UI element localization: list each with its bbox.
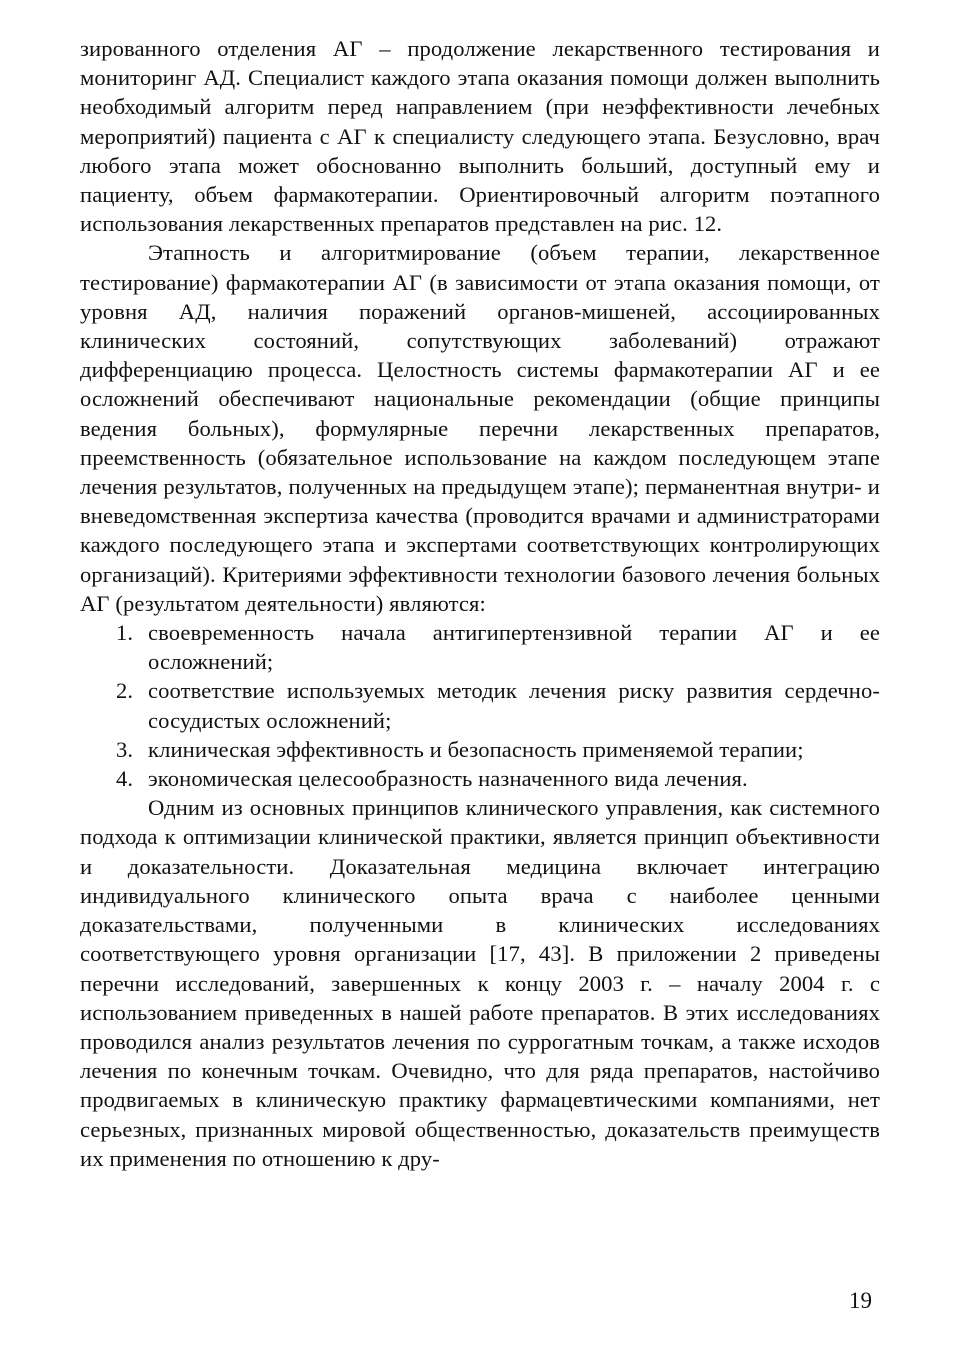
page-number: 19	[849, 1288, 872, 1313]
paragraph-continuation: зированного отделения АГ – продолжение лекарственного тестирования и мониторинг АД. Специалист каждого этапа оказания помощи должен выполнить необходимый алгоритм перед направлением (при неэффективности лечебных мероприятий) пациента с АГ к специалисту следующего этапа. Безусловно, врач любого этапа может обоснованно выполнить больший, доступный ему и пациенту, объем фармакотерапии. Ориентировочный алгоритм поэтапного использования лекарственных препаратов представлен на рис. 12.	[80, 36, 880, 237]
paragraph-evidence: Одним из основных принципов клинического управления, как системного подхода к оптимизации клинической практики, является принцип объективности и доказательности. Доказательная медицина включает интеграцию индивидуального клинического опыта врача с наиболее ценными доказательствами, полученными в клинических исследованиях соответствующего уровня организации [17, 43]. В приложении 2 приведены перечни исследований, завершенных к концу 2003 г. – началу 2004 г. с использованием приведенных в нашей работе препаратов. В этих исследованиях проводился анализ результатов лечения по суррогатным точкам, а также исходов лечения по конечным точкам. Очевидно, что для ряда препаратов, настойчиво продвигаемых в клиническую практику фармацевтическими компаниями, нет серьезных, признанных мировой общественностью, доказательств преимуществ их применения по отношению к дру-	[80, 795, 880, 1171]
list-item	[80, 735, 880, 764]
list-item-text: соответствие используемых методик лечения риску развития сердечно-сосудистых осложнений;	[148, 678, 880, 733]
list-item-number: 3.	[116, 736, 134, 762]
criteria-list	[80, 618, 880, 793]
paragraph-staging: Этапность и алгоритмирование (объем терапии, лекарственное тестирование) фармакотерапии АГ (в зависимости от этапа оказания помощи, от уровня АД, наличия поражений органов-мишеней, ассоциированных клинических состояний, сопутствующих заболеваний) отражают дифференциацию процесса. Целостность системы фармакотерапии АГ и ее осложнений обеспечивают национальные рекомендации (общие принципы ведения больных), формулярные перечни лекарственных препаратов, преемственность (обязательное использование на каждом последующем этапе лечения результатов, полученных на предыдущем этапе); перманентная внутри- и вневедомственная экспертиза качества (проводится врачами и администраторами каждого последующего этапа и экспертами соответствующих контролирующих организаций). Критериями эффективности технологии базового лечения больных АГ (результатом деятельности) являются:	[80, 240, 880, 616]
list-item-text: экономическая целесообразность назначенного вида лечения.	[148, 766, 748, 792]
body-text	[80, 34, 880, 1173]
list-item-number: 4.	[116, 766, 134, 792]
list-item	[80, 764, 880, 793]
list-item-text: своевременность начала антигипертензивной терапии АГ и ее осложнений;	[148, 620, 880, 675]
list-item-text: клиническая эффективность и безопасность применяемой терапии;	[148, 736, 804, 762]
list-item-number: 1.	[116, 620, 134, 646]
list-item-number: 2.	[116, 678, 134, 704]
list-item	[80, 676, 880, 734]
list-item	[80, 618, 880, 676]
